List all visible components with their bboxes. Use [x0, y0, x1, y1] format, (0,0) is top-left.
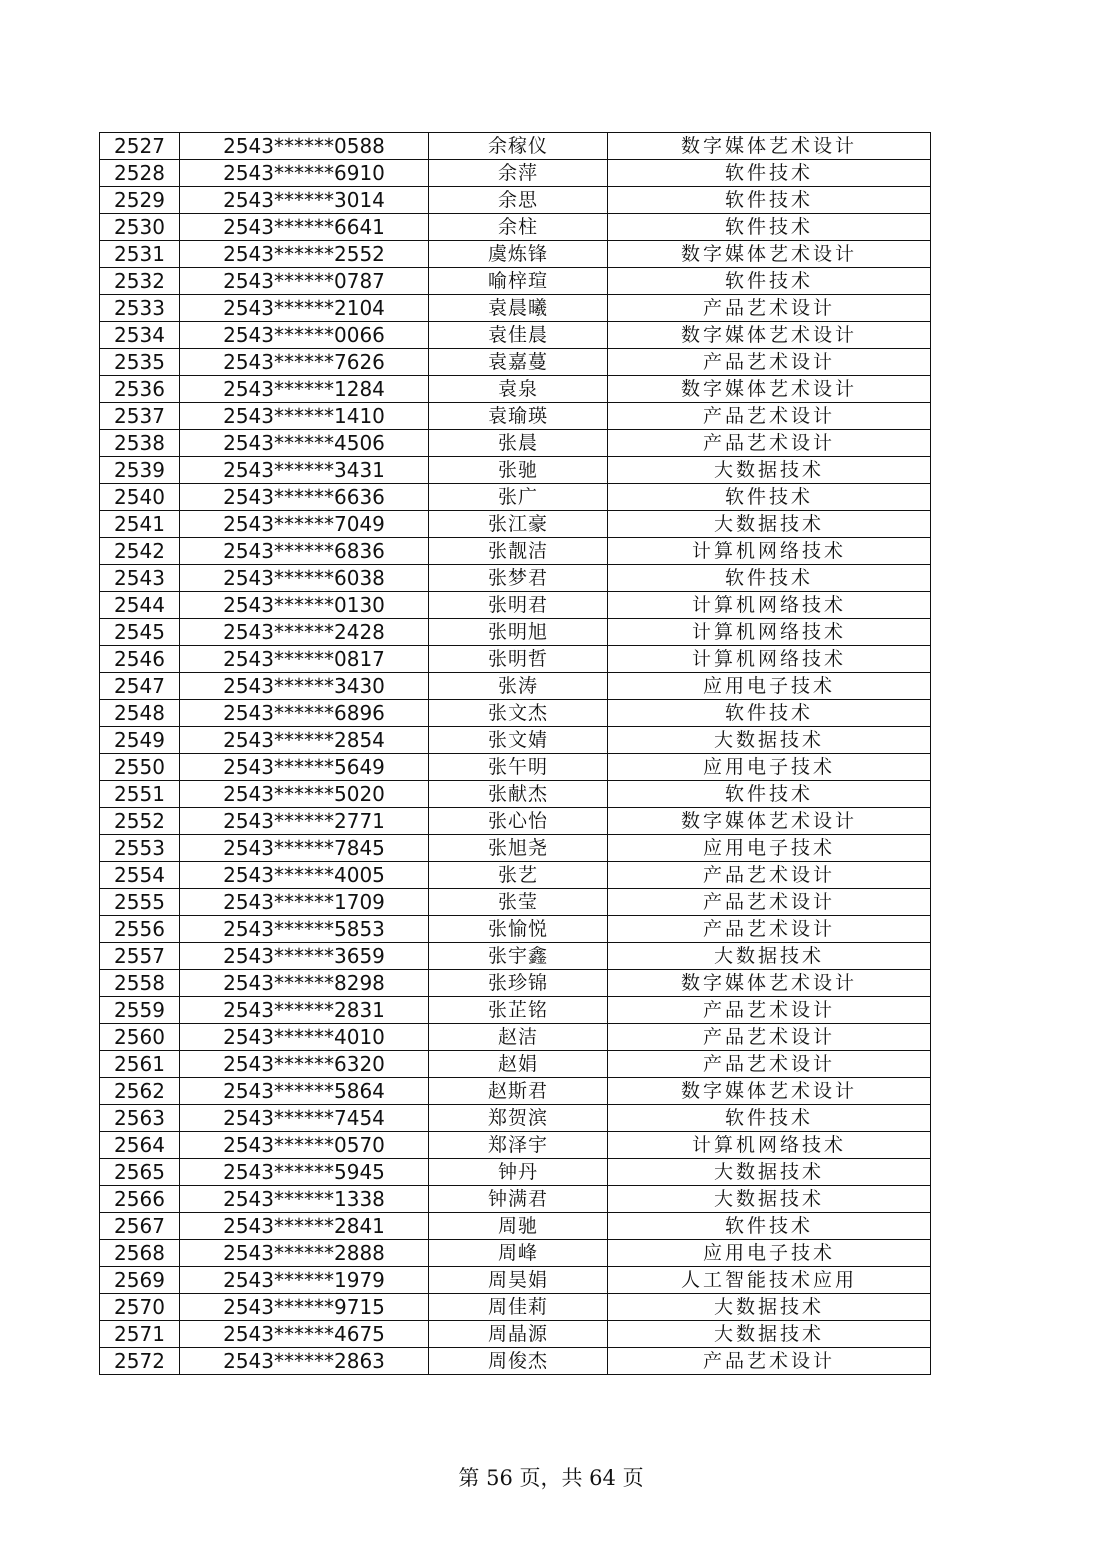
row-number-cell: 2553: [100, 835, 180, 862]
row-number-cell: 2570: [100, 1294, 180, 1321]
table-row: [100, 484, 931, 511]
row-number-cell: 2541: [100, 511, 180, 538]
student-name-cell: 赵娟: [429, 1051, 608, 1078]
row-number-cell: 2537: [100, 403, 180, 430]
student-name-cell: 张江豪: [429, 511, 608, 538]
major-cell: 软件技术: [608, 781, 931, 808]
id-number-cell: 2543******6038: [180, 565, 429, 592]
row-number-cell: 2536: [100, 376, 180, 403]
major-cell: 大数据技术: [608, 727, 931, 754]
id-number-cell: 2543******2552: [180, 241, 429, 268]
row-number-cell: 2527: [100, 133, 180, 160]
id-number-cell: 2543******0817: [180, 646, 429, 673]
student-name-cell: 郑贺滨: [429, 1105, 608, 1132]
table-row: [100, 1213, 931, 1240]
major-cell: 软件技术: [608, 187, 931, 214]
table-row: [100, 889, 931, 916]
id-number-cell: 2543******7454: [180, 1105, 429, 1132]
major-cell: 计算机网络技术: [608, 619, 931, 646]
major-cell: 软件技术: [608, 700, 931, 727]
id-number-cell: 2543******2428: [180, 619, 429, 646]
table-row: [100, 403, 931, 430]
table-row: [100, 160, 931, 187]
id-number-cell: 2543******9715: [180, 1294, 429, 1321]
table-row: [100, 970, 931, 997]
major-cell: 数字媒体艺术设计: [608, 241, 931, 268]
table-row: [100, 754, 931, 781]
major-cell: 产品艺术设计: [608, 889, 931, 916]
student-name-cell: 张明君: [429, 592, 608, 619]
table-row: [100, 808, 931, 835]
major-cell: 产品艺术设计: [608, 1348, 931, 1375]
major-cell: 大数据技术: [608, 1186, 931, 1213]
student-name-cell: 张心怡: [429, 808, 608, 835]
row-number-cell: 2548: [100, 700, 180, 727]
major-cell: 计算机网络技术: [608, 592, 931, 619]
student-name-cell: 张广: [429, 484, 608, 511]
student-name-cell: 张明旭: [429, 619, 608, 646]
major-cell: 软件技术: [608, 565, 931, 592]
major-cell: 产品艺术设计: [608, 403, 931, 430]
row-number-cell: 2556: [100, 916, 180, 943]
major-cell: 应用电子技术: [608, 754, 931, 781]
major-cell: 大数据技术: [608, 1159, 931, 1186]
major-cell: 产品艺术设计: [608, 349, 931, 376]
table-row: [100, 538, 931, 565]
table-row: [100, 376, 931, 403]
student-name-cell: 余萍: [429, 160, 608, 187]
major-cell: 软件技术: [608, 268, 931, 295]
major-cell: 软件技术: [608, 1105, 931, 1132]
row-number-cell: 2554: [100, 862, 180, 889]
major-cell: 应用电子技术: [608, 1240, 931, 1267]
table-row: [100, 457, 931, 484]
student-name-cell: 周晶源: [429, 1321, 608, 1348]
row-number-cell: 2561: [100, 1051, 180, 1078]
student-name-cell: 张梦君: [429, 565, 608, 592]
table-row: [100, 322, 931, 349]
table-row: [100, 349, 931, 376]
student-name-cell: 张文婧: [429, 727, 608, 754]
row-number-cell: 2532: [100, 268, 180, 295]
table-row: [100, 619, 931, 646]
student-name-cell: 余稼仪: [429, 133, 608, 160]
id-number-cell: 2543******3430: [180, 673, 429, 700]
student-name-cell: 周峰: [429, 1240, 608, 1267]
table-row: [100, 1267, 931, 1294]
row-number-cell: 2547: [100, 673, 180, 700]
table-row: [100, 1240, 931, 1267]
row-number-cell: 2564: [100, 1132, 180, 1159]
student-roster-table: [99, 132, 931, 1375]
row-number-cell: 2571: [100, 1321, 180, 1348]
major-cell: 数字媒体艺术设计: [608, 1078, 931, 1105]
id-number-cell: 2543******2831: [180, 997, 429, 1024]
student-name-cell: 袁瑜瑛: [429, 403, 608, 430]
id-number-cell: 2543******5853: [180, 916, 429, 943]
id-number-cell: 2543******5864: [180, 1078, 429, 1105]
id-number-cell: 2543******2841: [180, 1213, 429, 1240]
id-number-cell: 2543******6320: [180, 1051, 429, 1078]
id-number-cell: 2543******7845: [180, 835, 429, 862]
table-row: [100, 1348, 931, 1375]
student-name-cell: 张午明: [429, 754, 608, 781]
row-number-cell: 2546: [100, 646, 180, 673]
table-row: [100, 1105, 931, 1132]
row-number-cell: 2540: [100, 484, 180, 511]
table-row: [100, 1186, 931, 1213]
row-number-cell: 2567: [100, 1213, 180, 1240]
table-row: [100, 1051, 931, 1078]
id-number-cell: 2543******0066: [180, 322, 429, 349]
row-number-cell: 2563: [100, 1105, 180, 1132]
table-row: [100, 700, 931, 727]
id-number-cell: 2543******6636: [180, 484, 429, 511]
table-row: [100, 1132, 931, 1159]
table-row: [100, 997, 931, 1024]
major-cell: 产品艺术设计: [608, 862, 931, 889]
table-row: [100, 565, 931, 592]
student-name-cell: 虞炼锋: [429, 241, 608, 268]
major-cell: 产品艺术设计: [608, 1051, 931, 1078]
student-name-cell: 余柱: [429, 214, 608, 241]
student-name-cell: 周昊娟: [429, 1267, 608, 1294]
table-row: [100, 862, 931, 889]
major-cell: 产品艺术设计: [608, 430, 931, 457]
table-row: [100, 1321, 931, 1348]
id-number-cell: 2543******3659: [180, 943, 429, 970]
major-cell: 数字媒体艺术设计: [608, 376, 931, 403]
student-name-cell: 周佳莉: [429, 1294, 608, 1321]
major-cell: 大数据技术: [608, 457, 931, 484]
table-row: [100, 295, 931, 322]
student-name-cell: 张愉悦: [429, 916, 608, 943]
row-number-cell: 2558: [100, 970, 180, 997]
student-name-cell: 袁嘉蔓: [429, 349, 608, 376]
table-row: [100, 1024, 931, 1051]
row-number-cell: 2566: [100, 1186, 180, 1213]
row-number-cell: 2545: [100, 619, 180, 646]
page-footer: 第 56 页，共 64 页: [458, 1466, 644, 1490]
row-number-cell: 2538: [100, 430, 180, 457]
row-number-cell: 2557: [100, 943, 180, 970]
table-row: [100, 268, 931, 295]
id-number-cell: 2543******1979: [180, 1267, 429, 1294]
id-number-cell: 2543******5020: [180, 781, 429, 808]
table-row: [100, 187, 931, 214]
table-row: [100, 781, 931, 808]
table-row: [100, 646, 931, 673]
id-number-cell: 2543******0588: [180, 133, 429, 160]
student-name-cell: 张艺: [429, 862, 608, 889]
student-name-cell: 张旭尧: [429, 835, 608, 862]
row-number-cell: 2549: [100, 727, 180, 754]
id-number-cell: 2543******3431: [180, 457, 429, 484]
id-number-cell: 2543******2771: [180, 808, 429, 835]
student-name-cell: 张靓洁: [429, 538, 608, 565]
row-number-cell: 2565: [100, 1159, 180, 1186]
student-name-cell: 张明哲: [429, 646, 608, 673]
student-name-cell: 余思: [429, 187, 608, 214]
student-name-cell: 张献杰: [429, 781, 608, 808]
id-number-cell: 2543******4005: [180, 862, 429, 889]
major-cell: 大数据技术: [608, 1321, 931, 1348]
id-number-cell: 2543******4010: [180, 1024, 429, 1051]
row-number-cell: 2528: [100, 160, 180, 187]
id-number-cell: 2543******1338: [180, 1186, 429, 1213]
table-row: [100, 727, 931, 754]
row-number-cell: 2572: [100, 1348, 180, 1375]
major-cell: 软件技术: [608, 484, 931, 511]
student-name-cell: 喻梓瑄: [429, 268, 608, 295]
table-row: [100, 1159, 931, 1186]
row-number-cell: 2543: [100, 565, 180, 592]
id-number-cell: 2543******0130: [180, 592, 429, 619]
id-number-cell: 2543******5945: [180, 1159, 429, 1186]
id-number-cell: 2543******6896: [180, 700, 429, 727]
row-number-cell: 2560: [100, 1024, 180, 1051]
row-number-cell: 2552: [100, 808, 180, 835]
major-cell: 人工智能技术应用: [608, 1267, 931, 1294]
student-name-cell: 袁佳晨: [429, 322, 608, 349]
major-cell: 计算机网络技术: [608, 646, 931, 673]
row-number-cell: 2559: [100, 997, 180, 1024]
table-row: [100, 430, 931, 457]
major-cell: 产品艺术设计: [608, 295, 931, 322]
id-number-cell: 2543******2888: [180, 1240, 429, 1267]
major-cell: 产品艺术设计: [608, 997, 931, 1024]
major-cell: 数字媒体艺术设计: [608, 808, 931, 835]
row-number-cell: 2533: [100, 295, 180, 322]
major-cell: 数字媒体艺术设计: [608, 133, 931, 160]
student-name-cell: 张晨: [429, 430, 608, 457]
id-number-cell: 2543******6910: [180, 160, 429, 187]
table-row: [100, 592, 931, 619]
row-number-cell: 2551: [100, 781, 180, 808]
row-number-cell: 2544: [100, 592, 180, 619]
student-name-cell: 周俊杰: [429, 1348, 608, 1375]
id-number-cell: 2543******5649: [180, 754, 429, 781]
row-number-cell: 2562: [100, 1078, 180, 1105]
student-name-cell: 张文杰: [429, 700, 608, 727]
row-number-cell: 2550: [100, 754, 180, 781]
table-row: [100, 916, 931, 943]
table-row: [100, 673, 931, 700]
student-name-cell: 张莹: [429, 889, 608, 916]
student-name-cell: 钟满君: [429, 1186, 608, 1213]
id-number-cell: 2543******1410: [180, 403, 429, 430]
id-number-cell: 2543******8298: [180, 970, 429, 997]
table-row: [100, 241, 931, 268]
id-number-cell: 2543******1709: [180, 889, 429, 916]
row-number-cell: 2531: [100, 241, 180, 268]
table-row: [100, 1078, 931, 1105]
row-number-cell: 2530: [100, 214, 180, 241]
major-cell: 应用电子技术: [608, 673, 931, 700]
major-cell: 大数据技术: [608, 943, 931, 970]
id-number-cell: 2543******2104: [180, 295, 429, 322]
table-row: [100, 511, 931, 538]
student-name-cell: 周驰: [429, 1213, 608, 1240]
row-number-cell: 2569: [100, 1267, 180, 1294]
student-name-cell: 张驰: [429, 457, 608, 484]
student-name-cell: 张珍锦: [429, 970, 608, 997]
student-name-cell: 赵洁: [429, 1024, 608, 1051]
major-cell: 数字媒体艺术设计: [608, 322, 931, 349]
student-name-cell: 赵斯君: [429, 1078, 608, 1105]
table-row: [100, 943, 931, 970]
major-cell: 软件技术: [608, 214, 931, 241]
id-number-cell: 2543******7626: [180, 349, 429, 376]
id-number-cell: 2543******7049: [180, 511, 429, 538]
major-cell: 计算机网络技术: [608, 538, 931, 565]
row-number-cell: 2539: [100, 457, 180, 484]
id-number-cell: 2543******6836: [180, 538, 429, 565]
major-cell: 数字媒体艺术设计: [608, 970, 931, 997]
row-number-cell: 2542: [100, 538, 180, 565]
id-number-cell: 2543******6641: [180, 214, 429, 241]
major-cell: 产品艺术设计: [608, 916, 931, 943]
id-number-cell: 2543******0570: [180, 1132, 429, 1159]
major-cell: 计算机网络技术: [608, 1132, 931, 1159]
student-name-cell: 袁晨曦: [429, 295, 608, 322]
major-cell: 大数据技术: [608, 1294, 931, 1321]
row-number-cell: 2568: [100, 1240, 180, 1267]
student-name-cell: 张宇鑫: [429, 943, 608, 970]
id-number-cell: 2543******4675: [180, 1321, 429, 1348]
student-name-cell: 张芷铭: [429, 997, 608, 1024]
roster-body: [100, 133, 931, 1375]
table-row: [100, 1294, 931, 1321]
row-number-cell: 2529: [100, 187, 180, 214]
id-number-cell: 2543******2854: [180, 727, 429, 754]
student-name-cell: 钟丹: [429, 1159, 608, 1186]
major-cell: 应用电子技术: [608, 835, 931, 862]
major-cell: 软件技术: [608, 1213, 931, 1240]
table-row: [100, 835, 931, 862]
id-number-cell: 2543******3014: [180, 187, 429, 214]
major-cell: 产品艺术设计: [608, 1024, 931, 1051]
student-name-cell: 郑泽宇: [429, 1132, 608, 1159]
id-number-cell: 2543******1284: [180, 376, 429, 403]
id-number-cell: 2543******4506: [180, 430, 429, 457]
table-row: [100, 214, 931, 241]
student-name-cell: 张涛: [429, 673, 608, 700]
table-row: [100, 133, 931, 160]
row-number-cell: 2555: [100, 889, 180, 916]
major-cell: 大数据技术: [608, 511, 931, 538]
major-cell: 软件技术: [608, 160, 931, 187]
row-number-cell: 2534: [100, 322, 180, 349]
student-name-cell: 袁泉: [429, 376, 608, 403]
id-number-cell: 2543******0787: [180, 268, 429, 295]
id-number-cell: 2543******2863: [180, 1348, 429, 1375]
row-number-cell: 2535: [100, 349, 180, 376]
